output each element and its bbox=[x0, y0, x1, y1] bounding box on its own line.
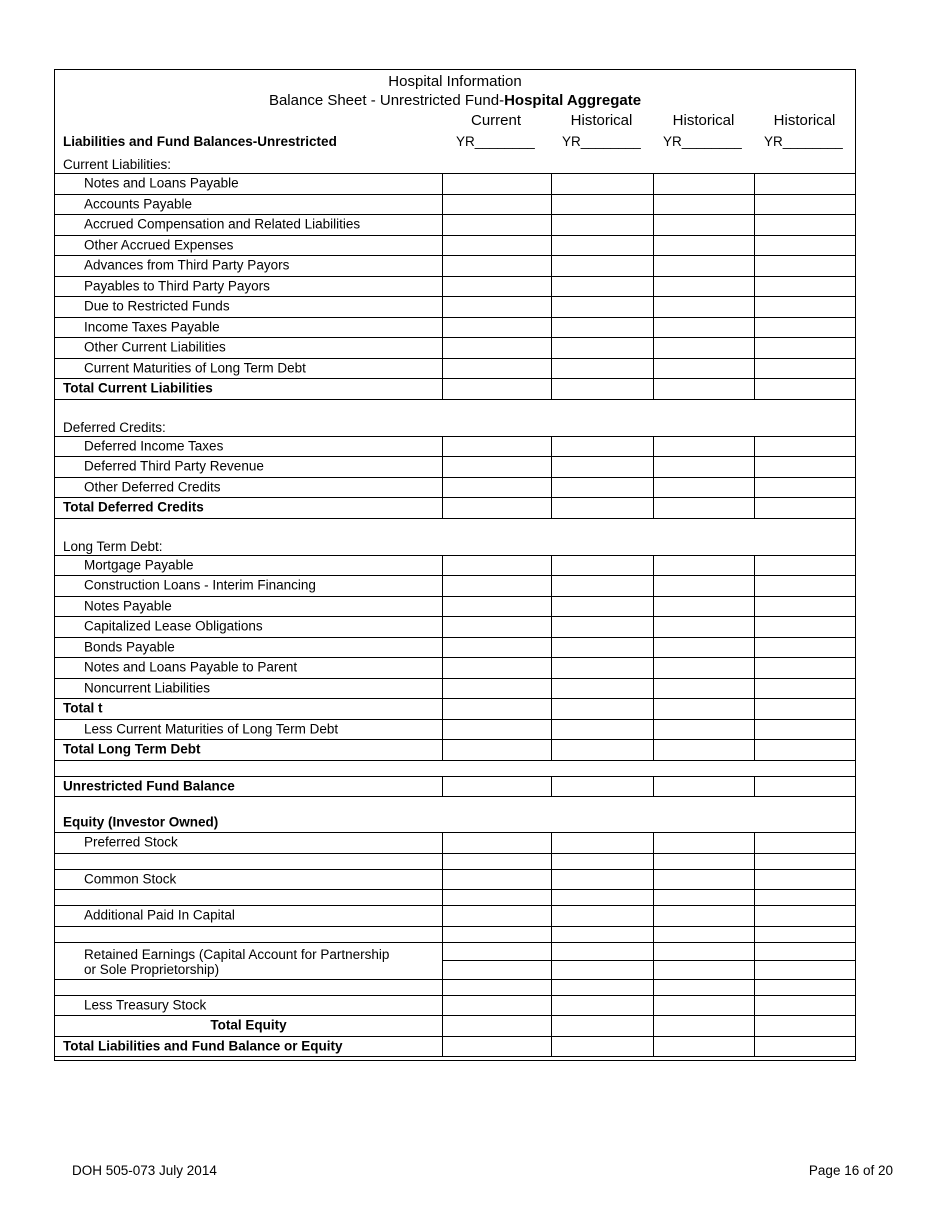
footer-form-number: DOH 505-073 July 2014 bbox=[72, 1163, 217, 1178]
col-header-historical-2: Historical bbox=[672, 112, 735, 129]
amount-cell[interactable] bbox=[754, 1036, 855, 1057]
form-title: Hospital Information bbox=[388, 73, 522, 90]
amount-cell[interactable] bbox=[653, 235, 754, 256]
amount-cell[interactable] bbox=[551, 889, 653, 905]
row-label: Total Equity bbox=[210, 1017, 287, 1033]
spacer-row bbox=[55, 889, 857, 905]
amount-cell[interactable] bbox=[442, 776, 551, 797]
amount-cell[interactable] bbox=[653, 678, 754, 699]
amount-cell[interactable] bbox=[442, 296, 551, 317]
amount-cell[interactable] bbox=[551, 555, 653, 576]
amount-cell[interactable] bbox=[551, 235, 653, 256]
amount-cell[interactable] bbox=[551, 194, 653, 215]
amount-cell[interactable] bbox=[754, 317, 855, 338]
amount-cell[interactable] bbox=[653, 776, 754, 797]
amount-cell[interactable] bbox=[442, 456, 551, 477]
col-header-current: Current bbox=[470, 112, 522, 129]
amount-cell[interactable] bbox=[551, 678, 653, 699]
table-row bbox=[55, 173, 857, 194]
amount-cell[interactable] bbox=[442, 276, 551, 297]
spacer-row bbox=[55, 853, 857, 869]
amount-cell[interactable] bbox=[551, 1015, 653, 1036]
table-row bbox=[55, 477, 857, 498]
table-row bbox=[55, 832, 857, 853]
amount-cell[interactable] bbox=[653, 719, 754, 740]
row-label: Bonds Payable bbox=[84, 639, 175, 655]
amount-cell[interactable] bbox=[754, 555, 855, 576]
row-label-continued: or Sole Proprietorship) bbox=[84, 961, 220, 977]
amount-cell[interactable] bbox=[551, 832, 653, 853]
table-row bbox=[55, 235, 857, 256]
amount-cell[interactable] bbox=[653, 173, 754, 194]
amount-cell[interactable] bbox=[442, 477, 551, 498]
amount-cell[interactable] bbox=[754, 995, 855, 1016]
row-label: Equity (Investor Owned) bbox=[63, 814, 219, 830]
spacer-row bbox=[55, 399, 857, 415]
amount-cell[interactable] bbox=[551, 616, 653, 637]
section-label: Liabilities and Fund Balances-Unrestricted bbox=[63, 134, 337, 149]
row-label: Payables to Third Party Payors bbox=[84, 278, 270, 294]
amount-cell[interactable] bbox=[442, 575, 551, 596]
amount-cell[interactable] bbox=[551, 853, 653, 869]
amount-cell[interactable] bbox=[653, 942, 754, 979]
amount-cell[interactable] bbox=[442, 173, 551, 194]
row-label: Long Term Debt: bbox=[63, 538, 163, 554]
row-label: Total t bbox=[63, 700, 103, 716]
amount-cell[interactable] bbox=[653, 979, 754, 995]
amount-cell[interactable] bbox=[442, 378, 551, 399]
amount-cell[interactable] bbox=[653, 637, 754, 658]
amount-cell[interactable] bbox=[653, 477, 754, 498]
table-row bbox=[55, 698, 857, 719]
amount-cell[interactable] bbox=[551, 477, 653, 498]
amount-cell[interactable] bbox=[442, 739, 551, 760]
col-header-historical-1: Historical bbox=[570, 112, 633, 129]
amount-cell[interactable] bbox=[754, 235, 855, 256]
amount-cell[interactable] bbox=[754, 776, 855, 797]
amount-cell[interactable] bbox=[551, 926, 653, 942]
amount-cell[interactable] bbox=[442, 1036, 551, 1057]
amount-cell[interactable] bbox=[653, 1036, 754, 1057]
spacer-row bbox=[55, 926, 857, 942]
form-subtitle bbox=[55, 92, 855, 109]
amount-cell[interactable] bbox=[442, 832, 551, 853]
table-row bbox=[55, 358, 857, 379]
amount-cell[interactable] bbox=[653, 276, 754, 297]
table-row bbox=[55, 905, 857, 926]
amount-cell[interactable] bbox=[551, 317, 653, 338]
footer-page-number: Page 16 of 20 bbox=[808, 1163, 893, 1178]
amount-cell[interactable] bbox=[442, 942, 551, 979]
amount-cell[interactable] bbox=[551, 214, 653, 235]
row-label: Common Stock bbox=[84, 871, 177, 887]
amount-cell[interactable] bbox=[754, 214, 855, 235]
row-label: Deferred Third Party Revenue bbox=[84, 458, 264, 474]
amount-cell[interactable] bbox=[551, 378, 653, 399]
amount-cell[interactable] bbox=[653, 889, 754, 905]
spacer-row bbox=[55, 796, 857, 812]
table-row bbox=[55, 194, 857, 215]
table-row bbox=[55, 214, 857, 235]
amount-cell[interactable] bbox=[442, 1015, 551, 1036]
table-row bbox=[55, 337, 857, 358]
row-label: Unrestricted Fund Balance bbox=[63, 778, 235, 794]
amount-cell[interactable] bbox=[754, 853, 855, 869]
table-row bbox=[55, 1036, 857, 1057]
amount-cell[interactable] bbox=[653, 255, 754, 276]
row-label: Income Taxes Payable bbox=[84, 319, 220, 335]
amount-cell[interactable] bbox=[653, 358, 754, 379]
col-yr-historical-2: YR________ bbox=[663, 134, 742, 149]
row-label: Total Liabilities and Fund Balance or Equity bbox=[63, 1038, 343, 1054]
amount-cell[interactable] bbox=[653, 436, 754, 457]
amount-cell[interactable] bbox=[653, 698, 754, 719]
subtitle-prefix: Balance Sheet - Unrestricted Fund- bbox=[268, 92, 505, 109]
table-row bbox=[55, 415, 857, 436]
amount-cell[interactable] bbox=[551, 637, 653, 658]
balance-sheet-form bbox=[54, 69, 856, 1061]
amount-cell[interactable] bbox=[754, 436, 855, 457]
amount-cell[interactable] bbox=[551, 979, 653, 995]
amount-cell[interactable] bbox=[754, 637, 855, 658]
amount-cell[interactable] bbox=[442, 555, 551, 576]
amount-cell[interactable] bbox=[653, 853, 754, 869]
row-label: Accounts Payable bbox=[84, 196, 193, 212]
amount-cell[interactable] bbox=[551, 698, 653, 719]
amount-cell[interactable] bbox=[653, 1015, 754, 1036]
row-divider bbox=[55, 1056, 855, 1057]
amount-cell[interactable] bbox=[551, 456, 653, 477]
row-label: Preferred Stock bbox=[84, 834, 178, 850]
row-label: Notes and Loans Payable to Parent bbox=[84, 659, 298, 675]
amount-cell[interactable] bbox=[653, 869, 754, 890]
table-row bbox=[55, 1015, 857, 1036]
amount-cell[interactable] bbox=[442, 596, 551, 617]
row-label: Noncurrent Liabilities bbox=[84, 680, 211, 696]
col-yr-historical-1: YR________ bbox=[562, 134, 641, 149]
amount-cell[interactable] bbox=[551, 358, 653, 379]
amount-cell[interactable] bbox=[551, 436, 653, 457]
table-row bbox=[55, 456, 857, 477]
table-row bbox=[55, 995, 857, 1016]
amount-cell[interactable] bbox=[442, 358, 551, 379]
table-row bbox=[55, 255, 857, 276]
amount-cell[interactable] bbox=[653, 378, 754, 399]
amount-cell[interactable] bbox=[754, 337, 855, 358]
amount-cell[interactable] bbox=[754, 358, 855, 379]
table-row bbox=[55, 739, 857, 760]
amount-cell[interactable] bbox=[551, 739, 653, 760]
amount-cell[interactable] bbox=[551, 173, 653, 194]
amount-cell[interactable] bbox=[653, 616, 754, 637]
amount-cell[interactable] bbox=[754, 719, 855, 740]
amount-cell[interactable] bbox=[442, 853, 551, 869]
table-row bbox=[55, 378, 857, 399]
amount-cell[interactable] bbox=[442, 214, 551, 235]
amount-cell[interactable] bbox=[551, 255, 653, 276]
amount-cell[interactable] bbox=[442, 255, 551, 276]
amount-cell[interactable] bbox=[754, 698, 855, 719]
amount-cell[interactable] bbox=[442, 869, 551, 890]
row-label: Deferred Income Taxes bbox=[84, 438, 224, 454]
table-row bbox=[55, 616, 857, 637]
row-label: Construction Loans - Interim Financing bbox=[84, 577, 316, 593]
row-label: Deferred Credits: bbox=[63, 419, 166, 435]
amount-cell[interactable] bbox=[754, 456, 855, 477]
amount-cell[interactable] bbox=[442, 678, 551, 699]
table-row bbox=[55, 276, 857, 297]
amount-cell[interactable] bbox=[754, 378, 855, 399]
amount-cell[interactable] bbox=[551, 337, 653, 358]
row-label: Total Deferred Credits bbox=[63, 499, 204, 515]
amount-cell[interactable] bbox=[551, 942, 653, 979]
table-row bbox=[55, 317, 857, 338]
table-row bbox=[55, 575, 857, 596]
table-row bbox=[55, 719, 857, 740]
table-row bbox=[55, 678, 857, 699]
amount-cell[interactable] bbox=[653, 555, 754, 576]
col-header-historical-3: Historical bbox=[773, 112, 836, 129]
row-label: Notes and Loans Payable bbox=[84, 175, 239, 191]
amount-cell[interactable] bbox=[442, 719, 551, 740]
amount-cell[interactable] bbox=[551, 995, 653, 1016]
row-label: Current Maturities of Long Term Debt bbox=[84, 360, 306, 376]
amount-cell[interactable] bbox=[551, 497, 653, 518]
amount-cell[interactable] bbox=[442, 698, 551, 719]
amount-cell[interactable] bbox=[754, 889, 855, 905]
amount-cell[interactable] bbox=[754, 276, 855, 297]
row-label: Other Deferred Credits bbox=[84, 479, 221, 495]
row-label: Total Current Liabilities bbox=[63, 380, 213, 396]
row-label: Advances from Third Party Payors bbox=[84, 257, 290, 273]
spacer-row bbox=[55, 979, 857, 995]
amount-cell[interactable] bbox=[442, 436, 551, 457]
amount-cell[interactable] bbox=[653, 926, 754, 942]
amount-cell[interactable] bbox=[653, 317, 754, 338]
subtitle-bold: Hospital Aggregate bbox=[504, 92, 642, 109]
amount-cell[interactable] bbox=[653, 337, 754, 358]
amount-cell[interactable] bbox=[551, 1036, 653, 1057]
table-row bbox=[55, 534, 857, 555]
amount-cell[interactable] bbox=[442, 637, 551, 658]
amount-cell[interactable] bbox=[653, 194, 754, 215]
amount-cell[interactable] bbox=[653, 832, 754, 853]
amount-cell[interactable] bbox=[754, 739, 855, 760]
amount-cell[interactable] bbox=[653, 497, 754, 518]
amount-cell[interactable] bbox=[653, 739, 754, 760]
table-row bbox=[55, 657, 857, 678]
amount-cell[interactable] bbox=[754, 255, 855, 276]
row-label: Current Liabilities: bbox=[63, 157, 172, 172]
table-row bbox=[55, 942, 857, 979]
amount-cell[interactable] bbox=[442, 235, 551, 256]
amount-cell[interactable] bbox=[754, 926, 855, 942]
amount-cell[interactable] bbox=[653, 596, 754, 617]
table-row bbox=[55, 152, 857, 173]
row-label: Other Accrued Expenses bbox=[84, 237, 234, 253]
amount-cell[interactable] bbox=[551, 657, 653, 678]
col-yr-current: YR________ bbox=[456, 134, 535, 149]
amount-cell[interactable] bbox=[754, 596, 855, 617]
table-row bbox=[55, 296, 857, 317]
amount-cell[interactable] bbox=[551, 719, 653, 740]
amount-cell[interactable] bbox=[754, 1015, 855, 1036]
amount-cell[interactable] bbox=[754, 173, 855, 194]
amount-cell[interactable] bbox=[754, 678, 855, 699]
amount-cell[interactable] bbox=[551, 596, 653, 617]
row-label: Due to Restricted Funds bbox=[84, 298, 230, 314]
row-label: Notes Payable bbox=[84, 598, 172, 614]
amount-cell[interactable] bbox=[754, 657, 855, 678]
amount-cell[interactable] bbox=[754, 869, 855, 890]
amount-cell[interactable] bbox=[442, 926, 551, 942]
amount-cell[interactable] bbox=[754, 575, 855, 596]
amount-cell[interactable] bbox=[442, 889, 551, 905]
table-row bbox=[55, 869, 857, 890]
amount-cell[interactable] bbox=[442, 497, 551, 518]
amount-cell[interactable] bbox=[442, 194, 551, 215]
table-row bbox=[55, 555, 857, 576]
amount-cell[interactable] bbox=[551, 276, 653, 297]
row-label: Mortgage Payable bbox=[84, 557, 194, 573]
row-label: Additional Paid In Capital bbox=[84, 907, 235, 923]
table-row bbox=[55, 497, 857, 518]
amount-cell[interactable] bbox=[442, 337, 551, 358]
amount-cell[interactable] bbox=[442, 979, 551, 995]
spacer-row bbox=[55, 518, 857, 534]
amount-cell[interactable] bbox=[551, 296, 653, 317]
row-label: Less Current Maturities of Long Term Debt bbox=[84, 721, 339, 737]
table-row bbox=[55, 776, 857, 797]
amount-cell[interactable] bbox=[653, 296, 754, 317]
amount-cell[interactable] bbox=[442, 657, 551, 678]
spacer-row bbox=[55, 760, 857, 776]
amount-cell[interactable] bbox=[754, 979, 855, 995]
row-label: Less Treasury Stock bbox=[84, 997, 207, 1013]
amount-cell[interactable] bbox=[754, 832, 855, 853]
amount-cell[interactable] bbox=[754, 296, 855, 317]
row-label: Other Current Liabilities bbox=[84, 339, 226, 355]
table-row bbox=[55, 596, 857, 617]
row-label: Total Long Term Debt bbox=[63, 741, 201, 757]
amount-cell[interactable] bbox=[754, 942, 855, 979]
amount-cell[interactable] bbox=[653, 456, 754, 477]
amount-cell[interactable] bbox=[754, 497, 855, 518]
row-label: Accrued Compensation and Related Liabilities bbox=[84, 216, 361, 232]
amount-cell[interactable] bbox=[442, 905, 551, 926]
amount-cell[interactable] bbox=[551, 905, 653, 926]
amount-cell[interactable] bbox=[653, 995, 754, 1016]
amount-cell[interactable] bbox=[653, 657, 754, 678]
amount-cell[interactable] bbox=[442, 317, 551, 338]
amount-cell[interactable] bbox=[551, 869, 653, 890]
amount-cell[interactable] bbox=[754, 194, 855, 215]
col-yr-historical-3: YR________ bbox=[764, 134, 843, 149]
row-label: Capitalized Lease Obligations bbox=[84, 618, 263, 634]
amount-cell[interactable] bbox=[653, 214, 754, 235]
table-row bbox=[55, 637, 857, 658]
amount-cell[interactable] bbox=[653, 905, 754, 926]
row-label: Retained Earnings (Capital Account for Partnership bbox=[84, 946, 390, 962]
table-row bbox=[55, 812, 857, 832]
amount-cell[interactable] bbox=[754, 616, 855, 637]
amount-cell[interactable] bbox=[754, 905, 855, 926]
amount-cell[interactable] bbox=[653, 575, 754, 596]
amount-cell[interactable] bbox=[442, 995, 551, 1016]
amount-cell[interactable] bbox=[754, 477, 855, 498]
amount-cell[interactable] bbox=[551, 575, 653, 596]
amount-cell[interactable] bbox=[442, 616, 551, 637]
table-row bbox=[55, 436, 857, 457]
amount-cell[interactable] bbox=[551, 776, 653, 797]
